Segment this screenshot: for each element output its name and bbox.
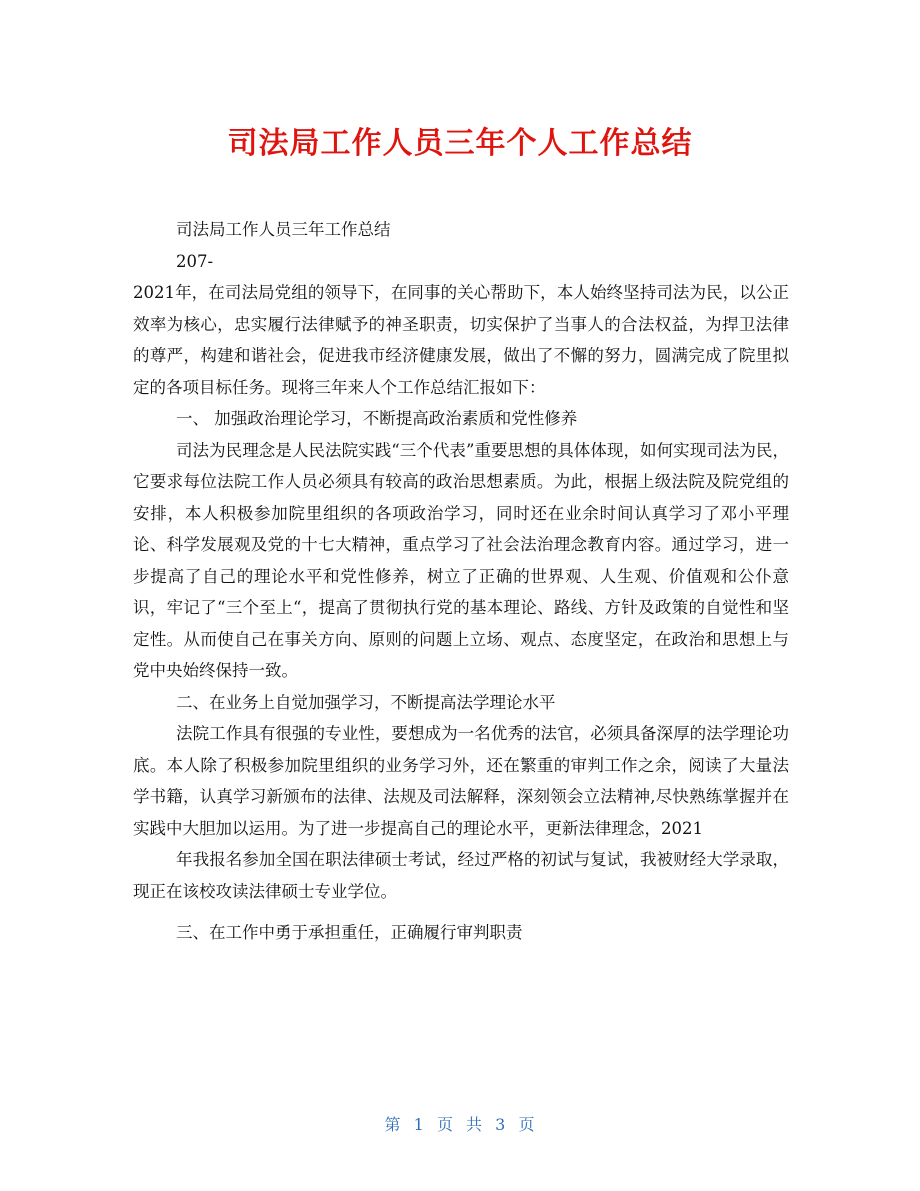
section-heading-1: 一、 加强政治理论学习，不断提高政治素质和党性修养 — [176, 409, 578, 428]
section-1-paragraph: 司法为民理念是人民法院实践“三个代表”重要思想的具体体现，如何实现司法为民，它要求每位法院工作人员必须具有较高的政治思想素质。为此，根据上级法院及院党组的安排，本人积极参加院里组织的各项政治学习，同时还在业余时间认真学习了邓小平理论、科学发展观及党的十七大精神，重点学习了社会法治理念教育内容。通过学习，进一步提高了自己的理论水平和党性修养，树立了正确的世界观、人生观、价值观和公仆意识，牢记了“三个至上“，提高了贯彻执行党的基本理论、路线、方针及政策的自觉性和坚定性。从而使自己在事关方向、原则的问题上立场、观点、态度坚定，在政治和思想上与党中央始终保持一致。 — [133, 440, 789, 680]
document-body — [133, 214, 789, 949]
section-heading-3: 三、在工作中勇于承担重任，正确履行审判职责 — [176, 923, 523, 942]
section-heading-2: 二、在业务上自觉加强学习，不断提高法学理论水平 — [176, 692, 556, 712]
footer-suffix: 页 — [518, 1115, 536, 1134]
footer-total-word: 共 — [466, 1115, 484, 1134]
intro-paragraph: 2021年，在司法局党组的领导下，在同事的关心帮助下，本人始终坚持司法为民，以公正效率为核心，忠实履行法律赋予的神圣职责，切实保护了当事人的合法权益，为捍卫法律的尊严，构建和谐社会，促进我市经济健康发展，做出了不懈的努力，圆满完成了院里拟定的各项目标任务。现将三年来人个工作总结汇报如下： — [133, 283, 789, 397]
footer-prefix: 第 — [384, 1115, 402, 1134]
section-2-continuation-paragraph: 年我报名参加全国在职法律硕士考试，经过严格的初试与复试，我被财经大学录取，现正在该校攻读法律硕士专业学位。 — [133, 850, 789, 901]
footer-page-current: 1 — [413, 1115, 425, 1134]
date-fragment-paragraph: 207- — [176, 251, 214, 271]
page-number-footer — [0, 1112, 920, 1135]
subtitle-paragraph: 司法局工作人员三年工作总结 — [176, 220, 391, 239]
footer-page-total: 3 — [495, 1115, 507, 1134]
document-title: 司法局工作人员三年个人工作总结 — [227, 126, 693, 161]
footer-middle: 页 — [436, 1115, 454, 1134]
section-2-paragraph: 法院工作具有很强的专业性，要想成为一名优秀的法官，必须具备深厚的法学理论功底。本人除了积极参加院里组织的业务学习外，还在繁重的审判工作之余，阅读了大量法学书籍，认真学习新颁布的法律、法规及司法解释，深刻领会立法精神,尽快熟练掌握并在实践中大胆加以运用。为了进一步提高自己的理论水平，更新法律理念，2021 — [133, 724, 789, 838]
